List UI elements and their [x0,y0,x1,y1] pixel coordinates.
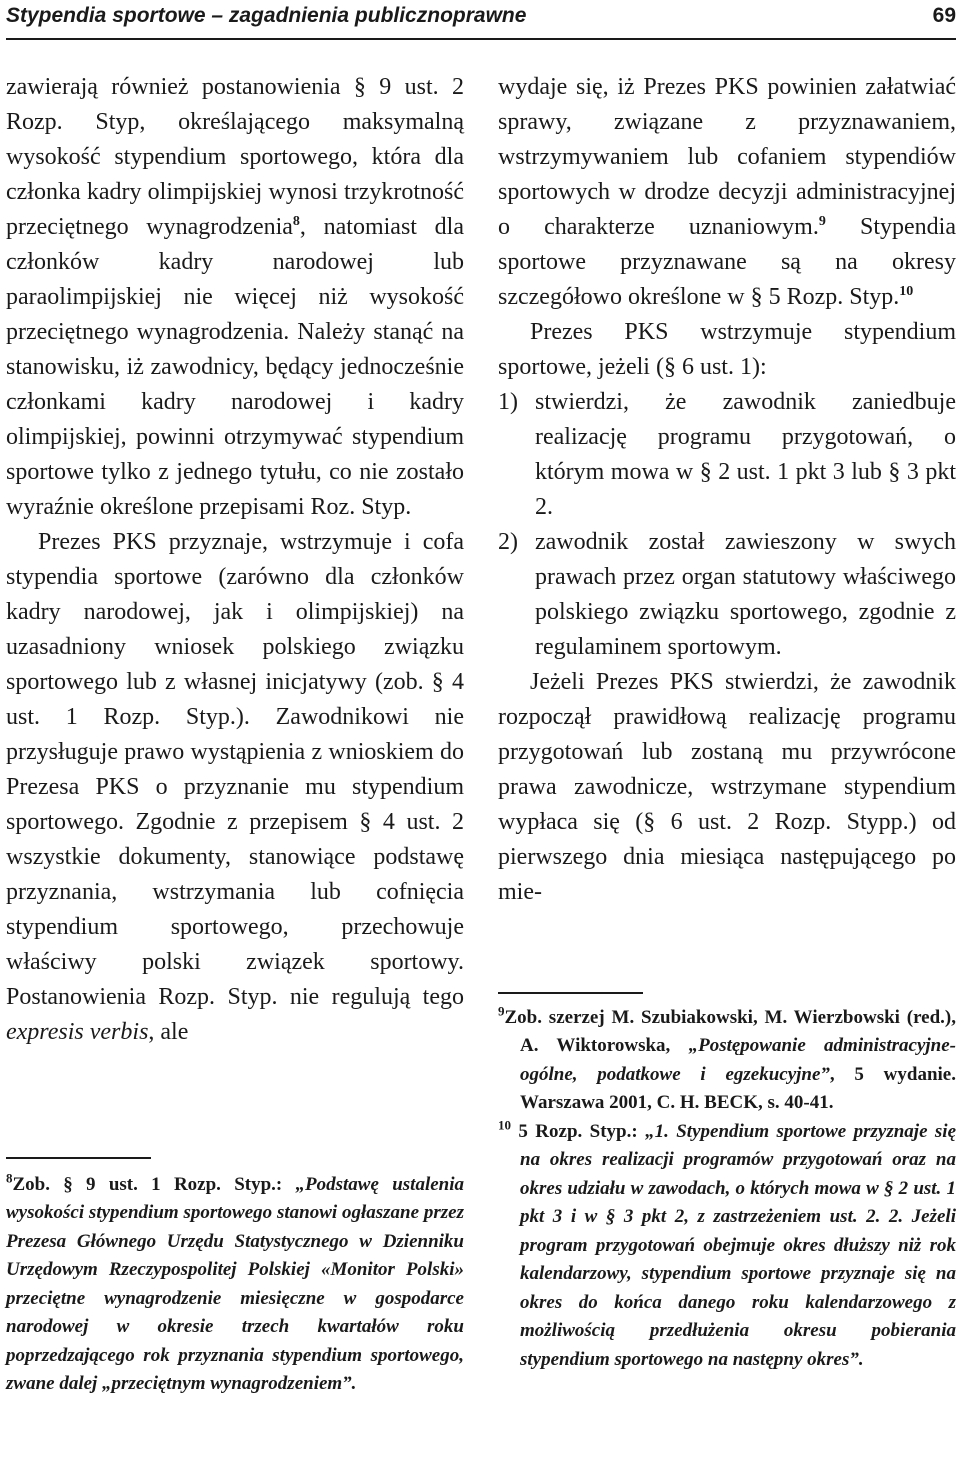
right-paragraph-1 [498,70,956,315]
text-run: wydaje się, iż Prezes PKS powinien załatwiać sprawy, związane z przyznawaniem, wstrzymywaniem lub cofaniem stypendiów sportowych w drodze decyzji administracyjnej o charakterze uznaniowym. [498,74,956,240]
left-body [6,70,464,1050]
list-item [498,525,956,665]
footnote-quote: „1. Stypendium sportowe przyznaje się na okres realizacji programów przygotowań oraz na okres udziału w zawodach, o których mowa w § 2 ust. 1 pkt 3 i w § 3 pkt 2, z zastrzeżeniem ust. 2. 2. Jeżeli program przygotowań obejmuje okres dłuższy niż rok kalendarzowy, stypendium sportowe przyznaje się na okres do końca danego roku kalendarzowego z możliwością przedłużenia okresu pobierania stypendium sportowego na następny okres”. [520,1120,956,1370]
footnote-text: Zob. szerzej M. Szubiakowski, M. Wierzbowski (red.), A. Wiktorowska, [504,1006,956,1056]
footnote-mark: 9 [498,1003,505,1019]
text-run: Stypendia sportowe przyznawane są na okresy szczegółowo określone w § 5 Rozp. Styp. [498,214,956,310]
right-column [498,70,957,1370]
left-paragraph-2 [6,525,464,1050]
footnote-8 [6,1171,464,1399]
right-footnotes [498,992,956,1374]
right-paragraph-3: Jeżeli Prezes PKS stwierdzi, że zawodnik rozpoczął prawidłową realizację programu przygotowań lub zostaną mu przywrócone prawa zawodnicze, wstrzymane stypendium wypłaca się (§ 6 ust. 2 Rozp. Stypp.) od pierwszego dnia miesiąca następującego po mie- [498,669,956,905]
footnote-rule [6,1157,151,1159]
left-footnotes [6,1157,464,1399]
footnote-ref-10[interactable]: 10 [899,284,914,299]
footnote-ref-9[interactable]: 9 [818,214,826,229]
footnote-rule [498,992,643,994]
page-number: 69 [932,4,956,27]
footnote-9 [498,1004,956,1118]
right-paragraph-2: Prezes PKS wstrzymuje stypendium sportowe, jeżeli (§ 6 ust. 1): [498,319,956,380]
footnote-text: 5 Rozp. Styp.: [511,1120,646,1142]
footnote-ref-8[interactable]: 8 [292,214,300,229]
footnote-title: „Postępowanie administracyjne-ogólne, podatkowe i egzekucyjne” [520,1035,957,1085]
text-run: , ale [148,1019,189,1045]
italic-term: expresis verbis [6,1019,149,1045]
right-body [498,70,956,910]
list-text: zawodnik został zawieszony w swych prawach przez organ statutowy właściwego polskiego związku sportowego, zgodnie z regulaminem sportowym. [535,529,956,660]
header-rule [6,38,956,40]
text-run: Prezes PKS przyznaje, wstrzymuje i cofa stypendia sportowe (zarówno dla członków kadry narodowej, jak i olimpijskiej) na uzasadniony wniosek polskiego związku sportowego lub z własnej inicjatywy (zob. § 4 ust. 1 Rozp. Styp.). Zawodnikowi nie przysługuje prawo wystąpienia z wnioskiem do Prezesa PKS o przyznanie mu stypendium sportowego. Zgodnie z przepisem § 4 ust. 2 wszystkie dokumenty, stanowiące podstawę przyznania, wstrzymania lub cofnięcia stypendium sportowego, przechowuje właściwy polski związek sportowy. Postanowienia Rozp. Styp. nie regulują tego [6,529,464,1010]
footnote-quote: „Podstawę ustalenia wysokości stypendium sportowego stanowi ogłaszane przez Prezesa Głównego Urzędu Statystycznego w Dzienniku Urzędowym Rzeczypospolitej Polskiej «Monitor Polski» przeciętne wynagrodzenie miesięczne w gospodarce narodowej w okresie trzech kwartałów roku poprzedzającego rok przyznania stypendium sportowego, zwane dalej „przeciętnym wynagrodzeniem”. [6,1173,464,1394]
footnote-text: Zob. § 9 ust. 1 Rozp. Styp.: [12,1173,296,1195]
list-item [498,385,956,525]
running-title: Stypendia sportowe – zagadnienia publicznoprawne [6,4,527,27]
footnote-10 [498,1118,956,1375]
left-column [6,70,464,1394]
text-run: zawierają również postanowienia § 9 ust. 2 Rozp. Styp, określającego maksymalną wysokość stypendium sportowego, która dla członka kadry olimpijskiej wynosi trzykrotność przeciętnego wynagrodzenia [6,74,464,240]
text-run: , natomiast dla członków kadry narodowej lub paraolimpijskiej nie więcej niż wysokość przeciętnego wynagrodzenia. Należy stanąć na stanowisku, iż zawodnicy, będący jednocześnie członkami kadry narodowej i kadry olimpijskiej, powinni otrzymywać stypendium sportowe tylko z jednego tytułu, co nie zostało wyraźnie określone przepisami Roz. Styp. [6,214,464,520]
footnote-mark: 8 [6,1170,13,1186]
list-number: 2) [498,529,518,555]
left-paragraph-1 [6,70,464,525]
list-text: stwierdzi, że zawodnik zaniedbuje realizację programu przygotowań, o którym mowa w § 2 ust. 1 pkt 3 lub § 3 pkt 2. [535,389,956,520]
running-header [6,0,956,36]
condition-list [498,385,956,665]
list-number: 1) [498,389,518,415]
footnote-mark: 10 [498,1117,511,1133]
footnote-text: , 5 wydanie. Warszawa 2001, C. H. BECK, s. 40-41. [520,1063,956,1113]
